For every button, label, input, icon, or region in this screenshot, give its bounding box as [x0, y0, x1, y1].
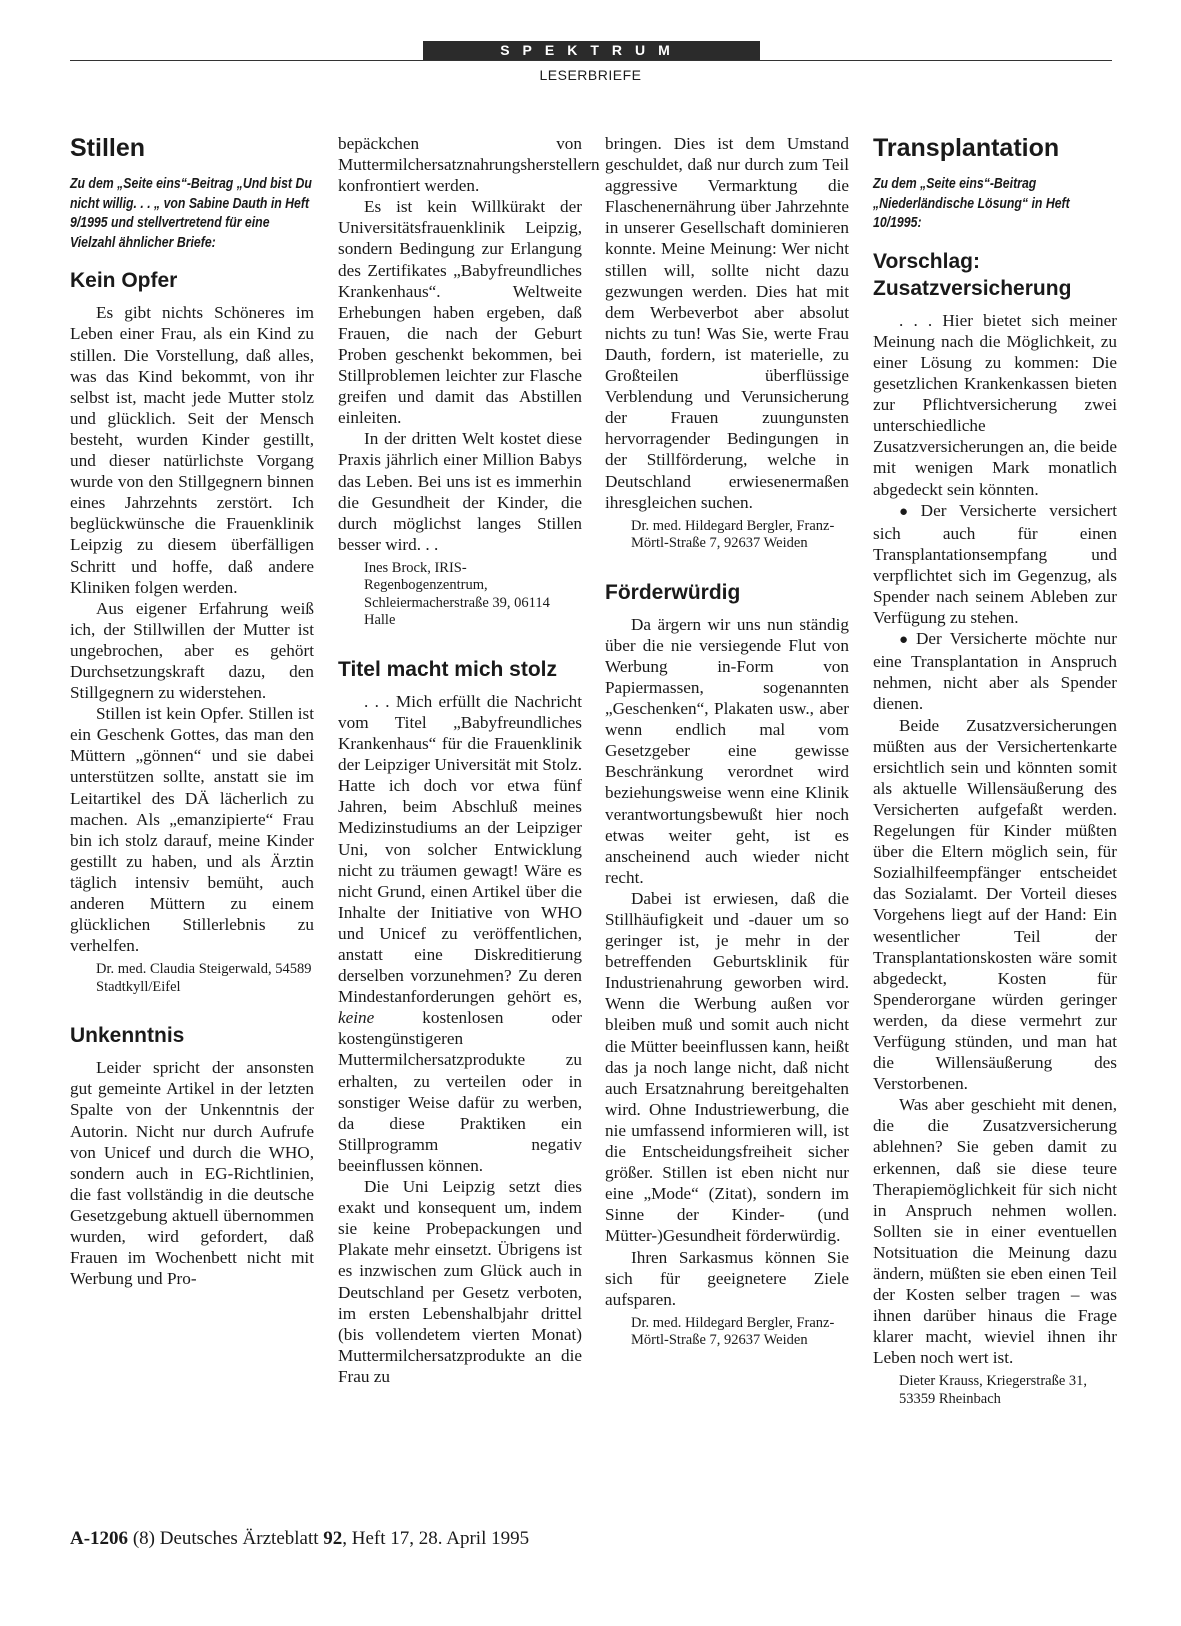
header-rule: [70, 60, 1112, 61]
section-title-transplantation: Transplantation: [873, 134, 1060, 162]
letter-paragraph: Aus eigener Erfahrung weiß ich, der Stillwillen der Mutter ist ungebrochen, aber es gehört Durchsetzungskraft dazu, den Stillgegnern zu widerstehen.: [70, 598, 314, 703]
letter-paragraph: . . . Hier bietet sich meiner Meinung nach die Möglichkeit, zu einer Lösung zu kommen: Die gesetzlichen Krankenkassen bieten zur Pflichtversicherung zwei unterschiedliche Zusatzversicherungen an, die beide mit wenigen Mark monatlich abgedeckt sein könnten.: [873, 310, 1117, 499]
column-1: [70, 133, 314, 1289]
letter-heading-kein-opfer: Kein Opfer: [70, 269, 178, 293]
bullet-paragraph: ● Der Versicherte möchte nur eine Transplantation in Anspruch nehmen, nicht aber als Spender dienen.: [873, 628, 1117, 714]
footer-issue: , Heft 17, 28. April 1995: [342, 1528, 530, 1549]
column-3: [605, 133, 849, 1350]
column-2: [338, 133, 600, 1387]
letter-signature: Dr. med. Hildegard Bergler, Franz-Mörtl-Straße 7, 92637 Weiden: [631, 1314, 835, 1349]
paragraph-text: . . . Mich erfüllt die Nachricht vom Titel „Babyfreundliches Krankenhaus“ für die Frauenklinik der Leipziger Universität mit Stolz. Hatte ich doch vor etwa fünf Jahren, beim Abschluß meines Medizinstudiums an der Leipziger Uni, von solcher Entwicklung nicht zu träumen gewagt! Wäre es nicht Grund, einen Artikel über die Inhalte der Initiative von WHO und Unicef zu veröffentlichen, anstatt eine Diskreditierung derselben vorzunehmen? Zu deren Mindestanforderungen gehört es,: [338, 691, 582, 1007]
letter-paragraph: Es ist kein Willkürakt der Universitätsfrauenklinik Leipzig, sondern Bedingung zur Erlangung des Zertifikates „Babyfreundliches Krankenhaus“. Weltweite Erhebungen haben ergeben, daß Frauen, die nach der Geburt Proben geschenkt bekommen, bei Stillproblemen leichter zur Flasche greifen und damit das Abstillen einleiten.: [338, 197, 582, 428]
letter-paragraph: Was aber geschieht mit denen, die die Zusatzversicherung ablehnen? Sie geben damit zu erkennen, daß sie diese teure Therapiemöglichkeit für sich nicht in Anspruch nehmen wollen. Sollten sie in einer eventuellen Notsituation die Meinung dazu ändern, müßten sie eben einen Teil der Kosten selber tragen – was ihnen darüber hinaus die Frage klarer macht, wieviel ihnen ihr Leben noch wert ist.: [873, 1095, 1117, 1368]
letter-paragraph: Leider spricht der ansonsten gut gemeinte Artikel in der letzten Spalte von der Unkenntnis der Autorin. Nicht nur durch Aufrufe von Unicef und durch die WHO, sondern auch in EG-Richtlinien, die fast vollständig in die deutsche Gesetzgebung aktuell übernommen wurden, wird gefordert, daß Frauen im Wochenbett nicht mit Werbung und Pro-: [70, 1058, 314, 1289]
section-label: LESERBRIEFE: [539, 67, 642, 83]
letter-paragraph: bringen. Dies ist dem Umstand geschuldet, daß nur durch zum Teil aggressive Vermarktung die Flaschenernährung über Jahrzehnte in unserer Gesellschaft dominieren konnte. Meine Meinung: Wer nicht stillen will, sollte nicht dazu gezwungen werden. Dies hat mit dem Werbeverbot aber absolut nichts zu tun! Was Sie, werte Frau Dauth, fordern, ist materielle, zu Großteilen überflüssige Verblendung und Verunsicherung der Frauen zuungunsten hervorragender Bedingungen in der Stillförderung, welche in Deutschland erwiesenermaßen ihresgleichen suchen.: [605, 134, 849, 512]
page-footer: [70, 1528, 529, 1550]
footer-publication: (8) Deutsches Ärzteblatt: [132, 1528, 319, 1549]
letter-paragraph: In der dritten Welt kostet diese Praxis jährlich einer Million Babys das Leben. Bei uns ist es immerhin die Gesundheit der Kinder, die durch möglichst langes Stillen besser wird. . .: [338, 429, 582, 554]
emphasis-text: keine: [338, 1008, 375, 1028]
letter-signature: Dr. med. Claudia Steigerwald, 54589 Stadtkyll/Eifel: [96, 961, 312, 995]
footer-volume: 92: [323, 1528, 343, 1549]
column-4: [873, 133, 1117, 1408]
section-title-stillen: Stillen: [70, 134, 146, 162]
letter-paragraph: Dabei ist erwiesen, daß die Stillhäufigkeit und -dauer um so geringer ist, je mehr in der betreffenden Geburtsklinik für Industrienahrung geworben wird. Wenn die Werbung außen vor bleiben muß und somit auch nicht die Mütter beeinflussen kann, heißt das ja noch lange nicht, daß nicht auch Ersatznahrung bereitgehalten wird. Ohne Industriewerbung, die nie umfassend informieren will, ist die Entscheidungsfreiheit sicher größer. Stillen ist eben nicht nur eine „Mode“ (Zitat), sondern im Sinne der Kinder- (und Mütter-)Gesundheit förderwürdig.: [605, 888, 849, 1246]
letter-signature: Dieter Krauss, Kriegerstraße 31, 53359 Rheinbach: [899, 1373, 1088, 1407]
letter-paragraph: [338, 691, 582, 1176]
letter-paragraph: Beide Zusatzversicherungen müßten aus der Versichertenkarte ersichtlich sein und könnten somit als aktuelle Willensäußerung des Versicherten aufgefaßt werden. Regelungen für Kinder müßten über die Eltern möglich sein, für Sozialhilfeempfänger entscheidet das Sozialamt. Der Vorteil dieses Vorgehens liegt auf der Hand: Ein wesentlicher Teil der Transplantationskosten wäre somit abgedeckt, Kosten für Spenderorgane würden geringer werden, da diese vermehrt zur Verfügung stünden, und man hat die Willensäußerung des Verstorbenen.: [873, 715, 1117, 1094]
letter-paragraph: Stillen ist kein Opfer. Stillen ist ein Geschenk Gottes, das man den Müttern „gönnen“ und sie dabei unterstützen sollte, anstatt sie im Leitartikel des DÄ lächerlich zu machen. Als „emanzipierte“ Frau bin ich stolz darauf, meine Kinder gestillt zu haben, und als Ärztin täglich intensiv bemüht, auch anderen Müttern zu einem glücklichen Stillerlebnis zu verhelfen.: [70, 704, 314, 956]
letter-signature: Dr. med. Hildegard Bergler, Franz-Mörtl-Straße 7, 92637 Weiden: [631, 517, 835, 552]
letter-heading-foerderwuerdig: Förderwürdig: [605, 580, 741, 604]
bullet-paragraph: ● Der Versicherte versichert sich auch für einen Transplantationsempfang und verpflichtet sich im Gegenzug, als Spender nach seinem Ableben zur Verfügung zu stehen.: [873, 500, 1117, 629]
intro-text: Zu dem „Seite eins“-Beitrag „Niederländische Lösung“ in Heft 10/1995:: [873, 176, 1070, 232]
paragraph-text: kostenlosen oder kostengünstigeren Muttermilchersatzprodukte zu erhalten, zu verteilen oder in sonstiger Weise dafür zu werben, da diese Praktiken ein Stillprogramm negativ beeinflussen können.: [338, 1008, 582, 1175]
letter-paragraph: bepäckchen von Muttermilchersatznahrungsherstellern konfrontiert werden.: [338, 134, 600, 196]
page-number: A-1206: [70, 1528, 129, 1549]
letter-paragraph: Da ärgern wir uns nun ständig über die nie versiegende Flut von Werbung in-Form von Papiermassen, sogenannten „Geschenken“, Plakaten usw., aber wenn endlich mal vom Gesetzgeber eine gewisse Beschränkung verordnet wird beziehungsweise wenn eine Klinik verantwortungsbewußt hier noch etwas weiter geht, ist es anscheinend auch wieder nicht recht.: [605, 614, 849, 887]
spektrum-band: SPEKTRUM: [423, 41, 760, 60]
letter-paragraph: Es gibt nichts Schöneres im Leben einer Frau, als ein Kind zu stillen. Die Vorstellung, daß alles, was das Kind bekommt, von ihr selbst ist, macht jede Mutter stolz und glücklich. Seit der Mensch besteht, wurden Kinder gestillt, und dieser natürlichste Vorgang wurde von den Stillgegnern binnen eines Jahrzehnts zerstört. Ich beglückwünsche die Frauenklinik Leipzig zu diesem überfälligen Schritt und hoffe, daß andere Kliniken folgen werden.: [70, 303, 314, 597]
letter-heading-titel: Titel macht mich stolz: [338, 657, 557, 681]
letter-heading-vorschlag: Vorschlag: Zusatzversicherung: [873, 249, 1072, 300]
letter-paragraph: Die Uni Leipzig setzt dies exakt und konsequent um, indem sie keine Probepackungen und Plakate mehr einsetzt. Übrigens ist es inzwischen zum Glück auch in Deutschland per Gesetz verboten, im ersten Lebenshalbjahr drittel (bis vollendetem vierten Monat) Muttermilchersatzprodukte an die Frau zu: [338, 1177, 582, 1386]
letter-heading-unkenntnis: Unkenntnis: [70, 1024, 185, 1048]
intro-text: Zu dem „Seite eins“-Beitrag „Und bist Du nicht willig. . . „ von Sabine Dauth in Heft 9/1995 und stellvertretend für eine Vielzahl ähnlicher Briefe:: [70, 176, 312, 251]
letter-paragraph: Ihren Sarkasmus können Sie sich für geeignetere Ziele aufsparen.: [605, 1247, 849, 1309]
letter-signature: Ines Brock, IRIS-Regenbogenzentrum, Schleiermacherstraße 39, 06114 Halle: [364, 559, 550, 629]
